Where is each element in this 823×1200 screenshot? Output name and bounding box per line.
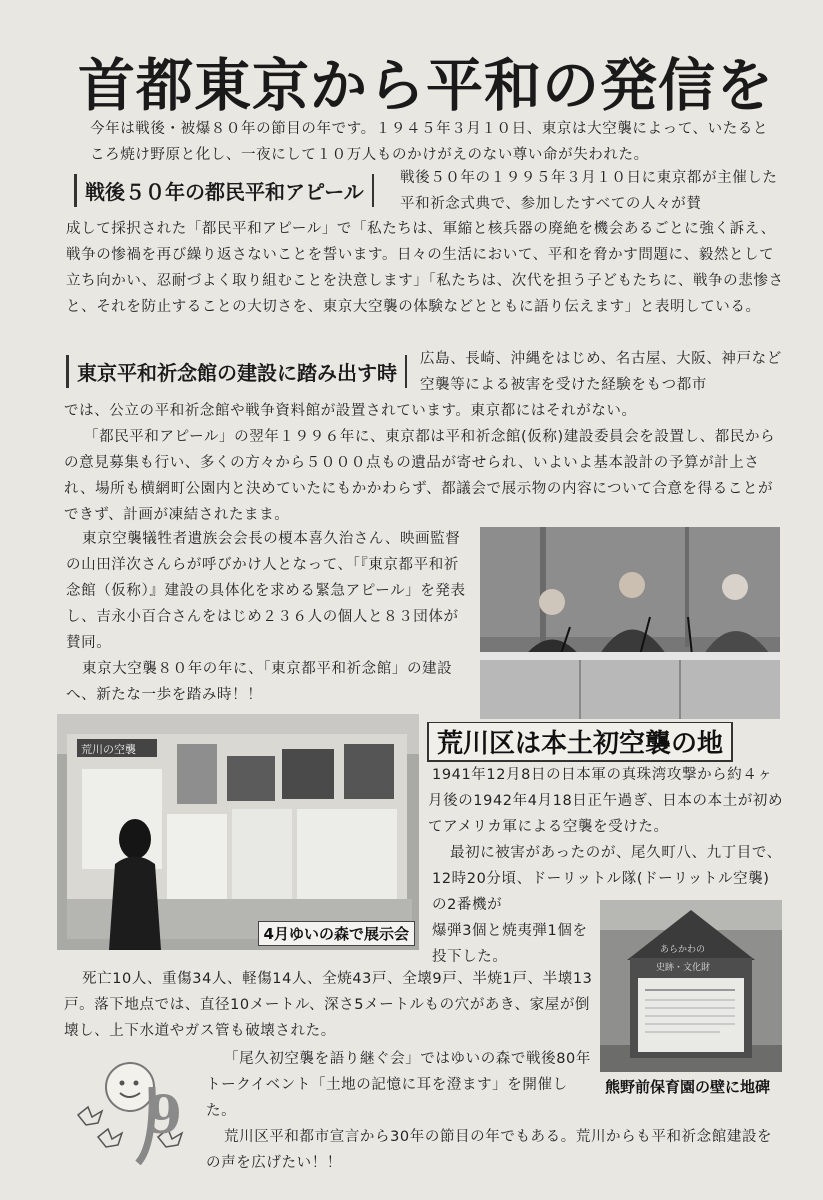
symposium-photo [480, 527, 780, 719]
section-heading-memorial: 東京平和祈念館の建設に踏み出す時 [66, 355, 407, 388]
page-title: 首都東京から平和の発信を [78, 53, 774, 119]
section3-body2a: 最初に被害があったのが、尾久町八、九丁目で、12時20分頃、ドーリットル隊(ドーリットル空襲)の2番機が [432, 845, 782, 913]
page-number: 9 [146, 1085, 183, 1146]
exhibition-photo [57, 714, 419, 950]
exhibition-caption: 4月ゆいの森で展示会 [258, 921, 415, 946]
page-number-mascot [68, 1045, 198, 1165]
section2-body1: では、公立の平和祈念館や戦争資料館が設置されています。東京都にはそれがない。 [64, 403, 637, 419]
section2-lead: 広島、長崎、沖縄をはじめ、名古屋、大阪、神戸など空襲等による被害を受けた経験をもつ都市 [420, 351, 782, 393]
section2-body3: 東京空襲犠牲者遺族会会長の榎本喜久治さん、映画監督の山田洋次さんらが呼びかけ人となって、「『東京都平和祈念館（仮称）』建設の具体化を求める緊急アピール」を発表し、吉永小百合さんをはじめ２３６人の個人と８３団体が賛同。 [66, 531, 466, 651]
symposium-photo-image [480, 527, 780, 719]
section2-body2: 「都民平和アピール」の翌年１９９６年に、東京都は平和祈念館(仮称)建設委員会を設置し、都民からの意見募集も行い、多くの方々から５０００点もの遺品が寄せられ、いよいよ基本設計の予算が計上され、場所も横網町公園内と決めていたにもかかわらず、都議会で展示物の内容について合意を得ることができず、計画が凍結されたまま。 [64, 429, 776, 523]
monument-photo-image [600, 900, 782, 1072]
section3-body3: 死亡10人、重傷34人、軽傷14人、全焼43戸、全壊9戸、半焼1戸、半壊13戸。落下地点では、直径10メートル、深さ5メートルもの穴があき、家屋が倒壊し、上下水道やガス管も破壊された。 [64, 971, 593, 1039]
intro-paragraph: 今年は戦後・被爆８０年の節目の年です。１９４５年３月１０日、東京は大空襲によって、いたるところ焼け野原と化し、一夜にして１０万人ものかけがえのない尊い命が失われた。 [90, 121, 769, 163]
section-heading-first-air-raid: 荒川区は本土初空襲の地 [427, 722, 733, 762]
section1-lead: 戦後５０年の１９９５年３月１０日に東京都が主催した平和祈念式典で、参加したすべての人々が賛 [400, 170, 778, 212]
section3-body2b: 爆弾3個と焼夷弾1個を投下した。 [432, 923, 588, 965]
exhibition-photo-image [57, 714, 419, 950]
section1-body: 成して採択された「都民平和アピール」で「私たちは、軍縮と核兵器の廃絶を機会あるごとに強く訴え、戦争の惨禍を再び繰り返さないことを誓います。日々の生活において、平和を脅かす問題に、毅然として立ち向かい、忍耐づよく取り組むことを決意します」「私たちは、次代を担う子どもたちに、戦争の悲惨さと、それを防止することの大切さを、東京大空襲の体験などとともに語り伝えます」と表明している。 [66, 221, 784, 315]
section3-body5: 荒川区平和都市宣言から30年の節目の年でもある。荒川からも平和祈念館建設をの声を広げたい！！ [206, 1129, 773, 1171]
section2-body4: 東京大空襲８０年の年に、「東京都平和祈念館」の建設へ、新たな一歩を踏み時！！ [66, 661, 453, 703]
section-heading-appeal: 戦後５０年の都民平和アピール [74, 174, 374, 207]
monument-sign-line1: あらかわの [660, 945, 706, 955]
monument-caption: 熊野前保育園の壁に地碑 [605, 1078, 771, 1096]
exhibit-board-title: 荒川の空襲 [81, 743, 136, 756]
monument-sign-line2: 史跡・文化財 [656, 963, 711, 973]
section3-body1: 1941年12月8日の日本軍の真珠湾攻撃から約４ヶ月後の1942年4月18日正午過ぎ、日本の本土が初めてアメリカ軍による空襲を受けた。 [428, 767, 784, 835]
section3-body4: 「尾久初空襲を語り継ぐ会」ではゆいの森で戦後80年トークイベント「土地の記憶に耳を澄ます」を開催した。 [206, 1051, 591, 1119]
monument-photo [600, 900, 782, 1072]
